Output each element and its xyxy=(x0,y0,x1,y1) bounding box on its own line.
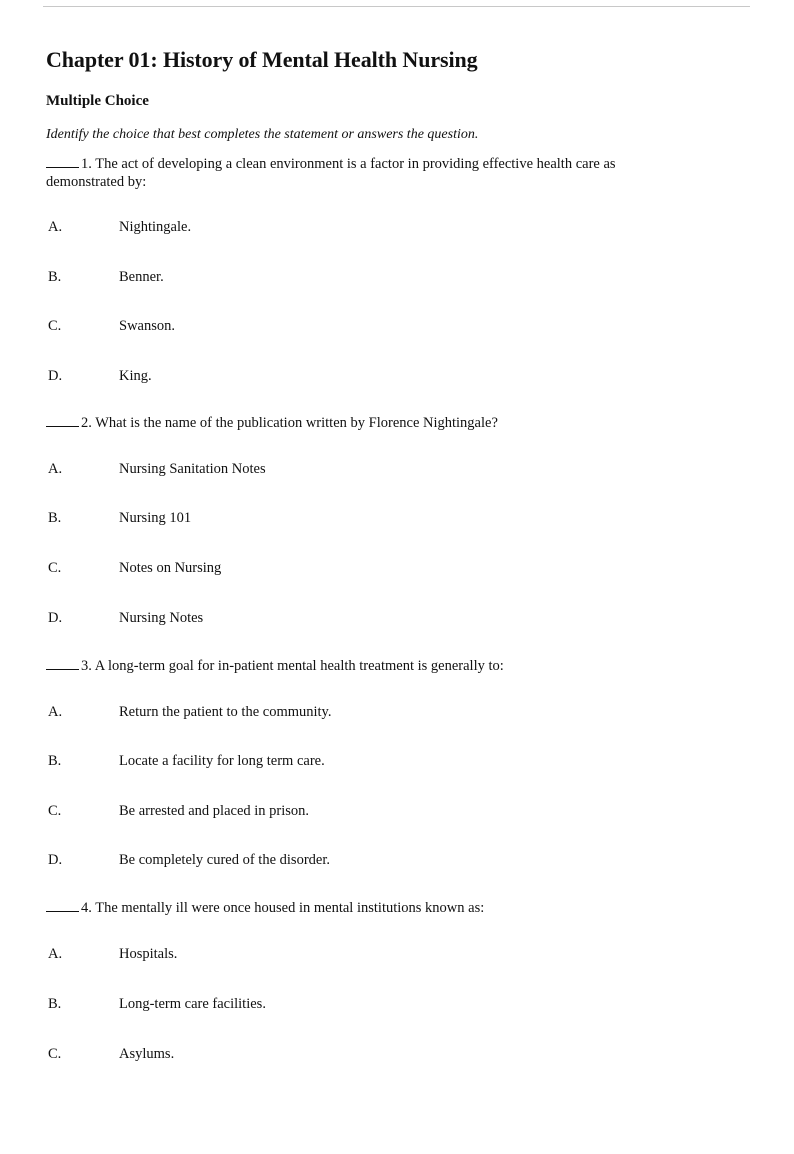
question-prompt: 3. A long-term goal for in-patient mental health treatment is generally to: xyxy=(46,657,666,675)
top-divider xyxy=(43,6,750,7)
option-b[interactable]: B. Long-term care facilities. xyxy=(48,995,266,1012)
document-page xyxy=(46,44,666,1095)
option-b[interactable]: B. Nursing 101 xyxy=(48,510,192,527)
options-list xyxy=(46,946,666,1095)
answer-blank[interactable] xyxy=(46,657,79,670)
option-b[interactable]: B. Benner. xyxy=(48,268,164,285)
question-prompt: 2. What is the name of the publication written by Florence Nightingale? xyxy=(46,414,666,432)
option-a[interactable]: A. Return the patient to the community. xyxy=(48,703,332,720)
question-2 xyxy=(46,414,666,657)
section-heading: Multiple Choice xyxy=(46,93,149,109)
options-list xyxy=(46,219,666,414)
option-c[interactable]: C. Asylums. xyxy=(48,1045,175,1062)
option-a[interactable]: A. Nursing Sanitation Notes xyxy=(48,460,266,477)
option-c[interactable]: C. Be arrested and placed in prison. xyxy=(48,802,310,819)
option-a[interactable]: A. Nightingale. xyxy=(48,219,192,235)
option-d[interactable]: D. King. xyxy=(48,367,152,384)
answer-blank[interactable] xyxy=(46,899,79,912)
option-d[interactable]: D. Be completely cured of the disorder. xyxy=(48,852,330,869)
options-list xyxy=(46,461,666,657)
option-d[interactable]: D. Nursing Notes xyxy=(48,609,204,626)
question-prompt: 4. The mentally ill were once housed in mental institutions known as: xyxy=(46,899,666,917)
option-b[interactable]: B. Locate a facility for long term care. xyxy=(48,753,325,770)
answer-blank[interactable] xyxy=(46,155,79,168)
question-prompt: 1. The act of developing a clean environment is a factor in providing effective health care as demonstrated by: xyxy=(46,156,616,190)
option-c[interactable]: C. Swanson. xyxy=(48,318,175,335)
answer-blank[interactable] xyxy=(46,414,79,427)
option-c[interactable]: C. Notes on Nursing xyxy=(48,559,222,576)
instructions: Identify the choice that best completes the statement or answers the question. xyxy=(46,127,479,142)
options-list xyxy=(46,704,666,900)
question-4 xyxy=(46,899,666,1095)
question-1 xyxy=(46,155,666,414)
question-3 xyxy=(46,657,666,900)
page-title: Chapter 01: History of Mental Health Nursing xyxy=(46,47,478,72)
option-a[interactable]: A. Hospitals. xyxy=(48,946,178,963)
